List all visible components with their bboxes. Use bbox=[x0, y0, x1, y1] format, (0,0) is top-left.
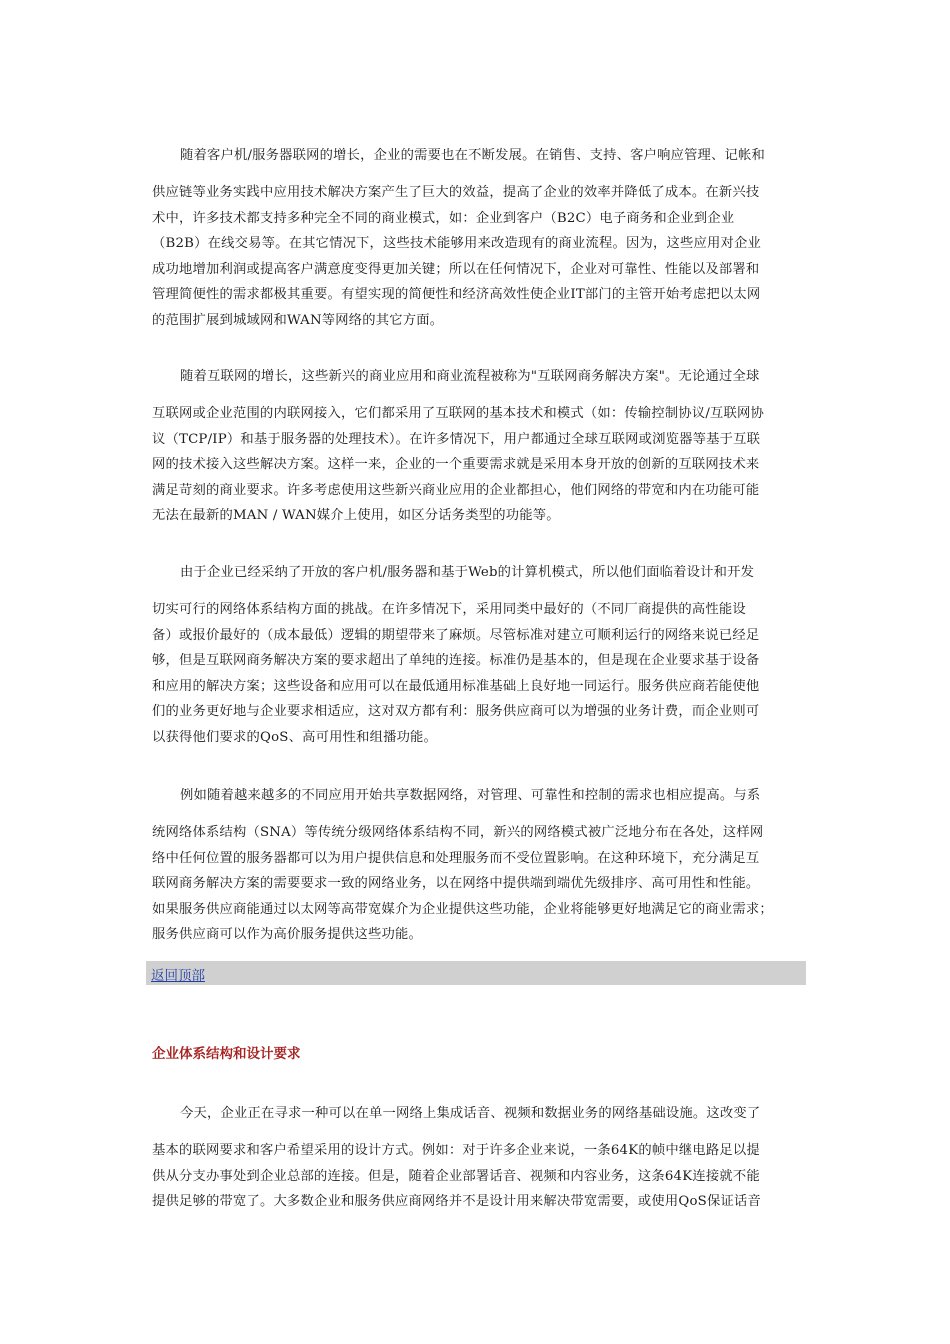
text-line: 供应链等业务实践中应用技术解决方案产生了巨大的效益，提高了企业的效率并降低了成本。在新兴技 bbox=[152, 185, 760, 200]
text-line: 成功地增加利润或提高客户满意度变得更加关键；所以在任何情况下，企业对可靠性、性能以及部署和 bbox=[152, 261, 760, 277]
text-line: 今天，企业正在寻求一种可以在单一网络上集成话音、视频和数据业务的网络基础设施。这改变了 bbox=[180, 1106, 761, 1121]
paragraph-1 bbox=[152, 146, 804, 333]
text-line: 无法在最新的MAN / WAN媒介上使用，如区分话务类型的功能等。 bbox=[152, 508, 560, 523]
text-line: 议（TCP/IP）和基于服务器的处理技术）。在许多情况下，用户都通过全球互联网或浏览器等基于互联 bbox=[152, 431, 761, 447]
paragraph-5 bbox=[152, 1104, 804, 1215]
text-line: 够，但是互联网商务解决方案的要求超出了单纯的连接。标准仍是基本的，但是现在企业要求基于设备 bbox=[152, 653, 760, 668]
section-heading: 企业体系结构和设计要求 bbox=[152, 1046, 301, 1062]
text-line: 们的业务更好地与企业要求相适应，这对双方都有利：服务供应商可以为增强的业务计费，而企业则可 bbox=[152, 704, 760, 719]
text-line: 以获得他们要求的QoS、高可用性和组播功能。 bbox=[152, 729, 438, 745]
back-to-top-link[interactable]: 返回顶部 bbox=[151, 968, 205, 984]
text-line: 服务供应商可以作为高价服务提供这些功能。 bbox=[152, 927, 422, 942]
text-line: 网的技术接入这些解决方案。这样一来，企业的一个重要需求就是采用本身开放的创新的互联网技术来 bbox=[152, 457, 760, 472]
text-line: 随着互联网的增长，这些新兴的商业应用和商业流程被称为"互联网商务解决方案"。无论通过全球 bbox=[180, 369, 760, 384]
text-line: 满足苛刻的商业要求。许多考虑使用这些新兴商业应用的企业都担心，他们网络的带宽和内在功能可能 bbox=[152, 482, 760, 498]
paragraph-2 bbox=[152, 367, 804, 529]
text-line: 的范围扩展到城域网和WAN等网络的其它方面。 bbox=[152, 312, 444, 328]
text-line: 切实可行的网络体系结构方面的挑战。在许多情况下，采用同类中最好的（不同厂商提供的高性能设 bbox=[152, 602, 746, 617]
text-line: 术中，许多技术都支持多种完全不同的商业模式，如：企业到客户（B2C）电子商务和企业到企业 bbox=[152, 210, 735, 226]
text-line: 基本的联网要求和客户希望采用的设计方式。例如：对于许多企业来说，一条64K的帧中继电路足以提 bbox=[152, 1143, 760, 1158]
text-line: 如果服务供应商能通过以太网等高带宽媒介为企业提供这些功能，企业将能够更好地满足它的商业需求； bbox=[152, 901, 773, 917]
back-to-top-bar bbox=[146, 961, 806, 985]
text-line: 联网商务解决方案的需要要求一致的网络业务，以在网络中提供端到端优先级排序、高可用性和性能。 bbox=[152, 876, 760, 891]
text-line: 由于企业已经采纳了开放的客户机/服务器和基于Web的计算机模式，所以他们面临着设计和开发 bbox=[180, 565, 755, 580]
text-line: 例如随着越来越多的不同应用开始共享数据网络，对管理、可靠性和控制的需求也相应提高。与系 bbox=[180, 788, 761, 803]
text-line: 提供足够的带宽了。大多数企业和服务供应商网络并不是设计用来解决带宽需要，或使用QoS保证话音 bbox=[152, 1194, 761, 1209]
text-line: 统网络体系结构（SNA）等传统分级网络体系结构不同，新兴的网络模式被广泛地分布在各处，这样网 bbox=[152, 825, 764, 840]
paragraph-4 bbox=[152, 786, 804, 948]
text-line: 络中任何位置的服务器都可以为用户提供信息和处理服务而不受位置影响。在这种环境下，充分满足互 bbox=[152, 850, 760, 866]
text-line: 备）或报价最好的（成本最低）逻辑的期望带来了麻烦。尽管标准对建立可顺利运行的网络来说已经足 bbox=[152, 627, 760, 643]
text-line: （B2B）在线交易等。在其它情况下，这些技术能够用来改造现有的商业流程。因为，这些应用对企业 bbox=[152, 236, 761, 251]
text-line: 管理简便性的需求都极其重要。有望实现的简便性和经济高效性使企业IT部门的主管开始考虑把以太网 bbox=[152, 287, 761, 302]
paragraph-3 bbox=[152, 563, 804, 750]
text-line: 互联网或企业范围的内联网接入，它们都采用了互联网的基本技术和模式（如：传输控制协议/互联网协 bbox=[152, 406, 765, 421]
text-line: 和应用的解决方案；这些设备和应用可以在最低通用标准基础上良好地一同运行。服务供应商若能使他 bbox=[152, 678, 760, 694]
text-line: 供从分支办事处到企业总部的连接。但是，随着企业部署话音、视频和内容业务，这条64K连接就不能 bbox=[152, 1168, 760, 1184]
text-line: 随着客户机/服务器联网的增长，企业的需要也在不断发展。在销售、支持、客户响应管理、记帐和 bbox=[180, 148, 766, 163]
